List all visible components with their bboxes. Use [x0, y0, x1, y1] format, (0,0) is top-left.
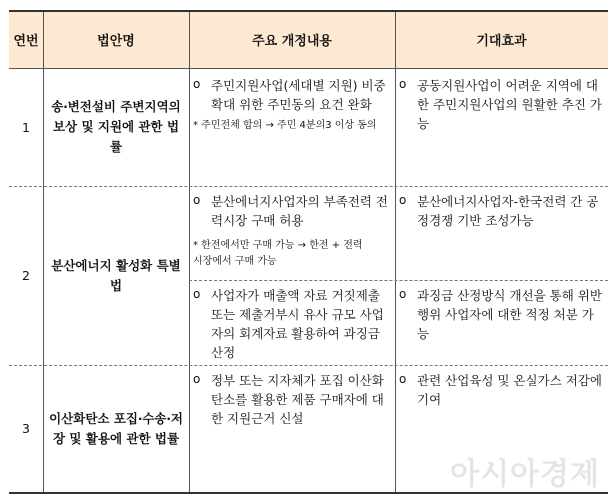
header-bill-label: 법안명	[97, 33, 135, 49]
bullet-icon: ο	[399, 77, 407, 91]
watermark-logo: 아시아경제	[450, 457, 600, 492]
header-content-label: 주요 개정내용	[252, 33, 332, 49]
header-effect	[395, 10, 608, 68]
bullet-icon: ο	[193, 287, 201, 301]
effect-item	[399, 286, 604, 343]
effect-text: 분산에너지사업자-한국전력 간 공정경쟁 기반 조성가능	[417, 194, 599, 228]
bullet-icon: ο	[193, 77, 201, 91]
bullet-icon: ο	[399, 193, 407, 207]
header-no-label: 연번	[13, 33, 39, 49]
content-item	[193, 371, 389, 428]
header-effect-label: 기대효과	[476, 33, 527, 49]
content-item	[193, 192, 389, 230]
bullet-icon: ο	[399, 372, 407, 386]
bullet-icon: ο	[193, 372, 201, 386]
effect-item	[399, 76, 604, 133]
row-number: 1	[22, 119, 30, 135]
content-text: 주민지원사업(세대별 지원) 비중 확대 위한 주민동의 요건 완화	[211, 78, 386, 112]
sub-row-divider	[189, 280, 608, 281]
table-top-border	[9, 10, 608, 12]
effect-item	[399, 371, 604, 409]
effect-text: 공동지원사업이 어려운 지역에 대한 주민지원사업의 원활한 추진 가능	[417, 78, 602, 131]
content-note: * 한전에서만 구매 가능 → 한전 + 전력시장에서 구매 가능	[193, 240, 363, 267]
effect-text: 과징금 산정방식 개선을 통해 위반행위 사업자에 대한 적정 처분 가능	[417, 288, 602, 341]
content-item	[193, 286, 389, 362]
header-content	[189, 10, 395, 68]
row-number: 3	[22, 421, 30, 436]
content-item	[193, 76, 389, 114]
col-divider	[43, 10, 44, 494]
amendment-table	[9, 10, 608, 494]
bullet-icon: ο	[193, 193, 201, 207]
content-text: 사업자가 매출액 자료 거짓제출 또는 제출거부시 유사 규모 사업자의 회계자료 활용하여 과징금 산정	[211, 288, 384, 360]
content-text: 정부 또는 지자체가 포집 이산화탄소를 활용한 제품 구매자에 대한 지원근거 신설	[211, 373, 384, 426]
row-number: 2	[22, 268, 30, 283]
col-divider	[395, 10, 396, 494]
effect-text: 관련 산업육성 및 온실가스 저감에 기여	[417, 373, 602, 407]
content-note: * 주민전체 합의 → 주민 4분의3 이상 동의	[193, 120, 377, 131]
header-no	[9, 10, 43, 68]
header-bill	[43, 10, 189, 68]
bullet-icon: ο	[399, 287, 407, 301]
effect-item	[399, 192, 604, 230]
content-text: 분산에너지사업자의 부족전력 전력시장 구매 허용	[211, 194, 388, 228]
col-divider	[189, 10, 190, 494]
bill-name: 이산화탄소 포집‧수송‧저장 및 활용에 관한 법률	[49, 410, 183, 446]
bill-name: 송‧변전설비 주변지역의 보상 및 지원에 관한 법률	[51, 99, 181, 154]
bill-name: 분산에너지 활성화 특별법	[51, 257, 181, 293]
